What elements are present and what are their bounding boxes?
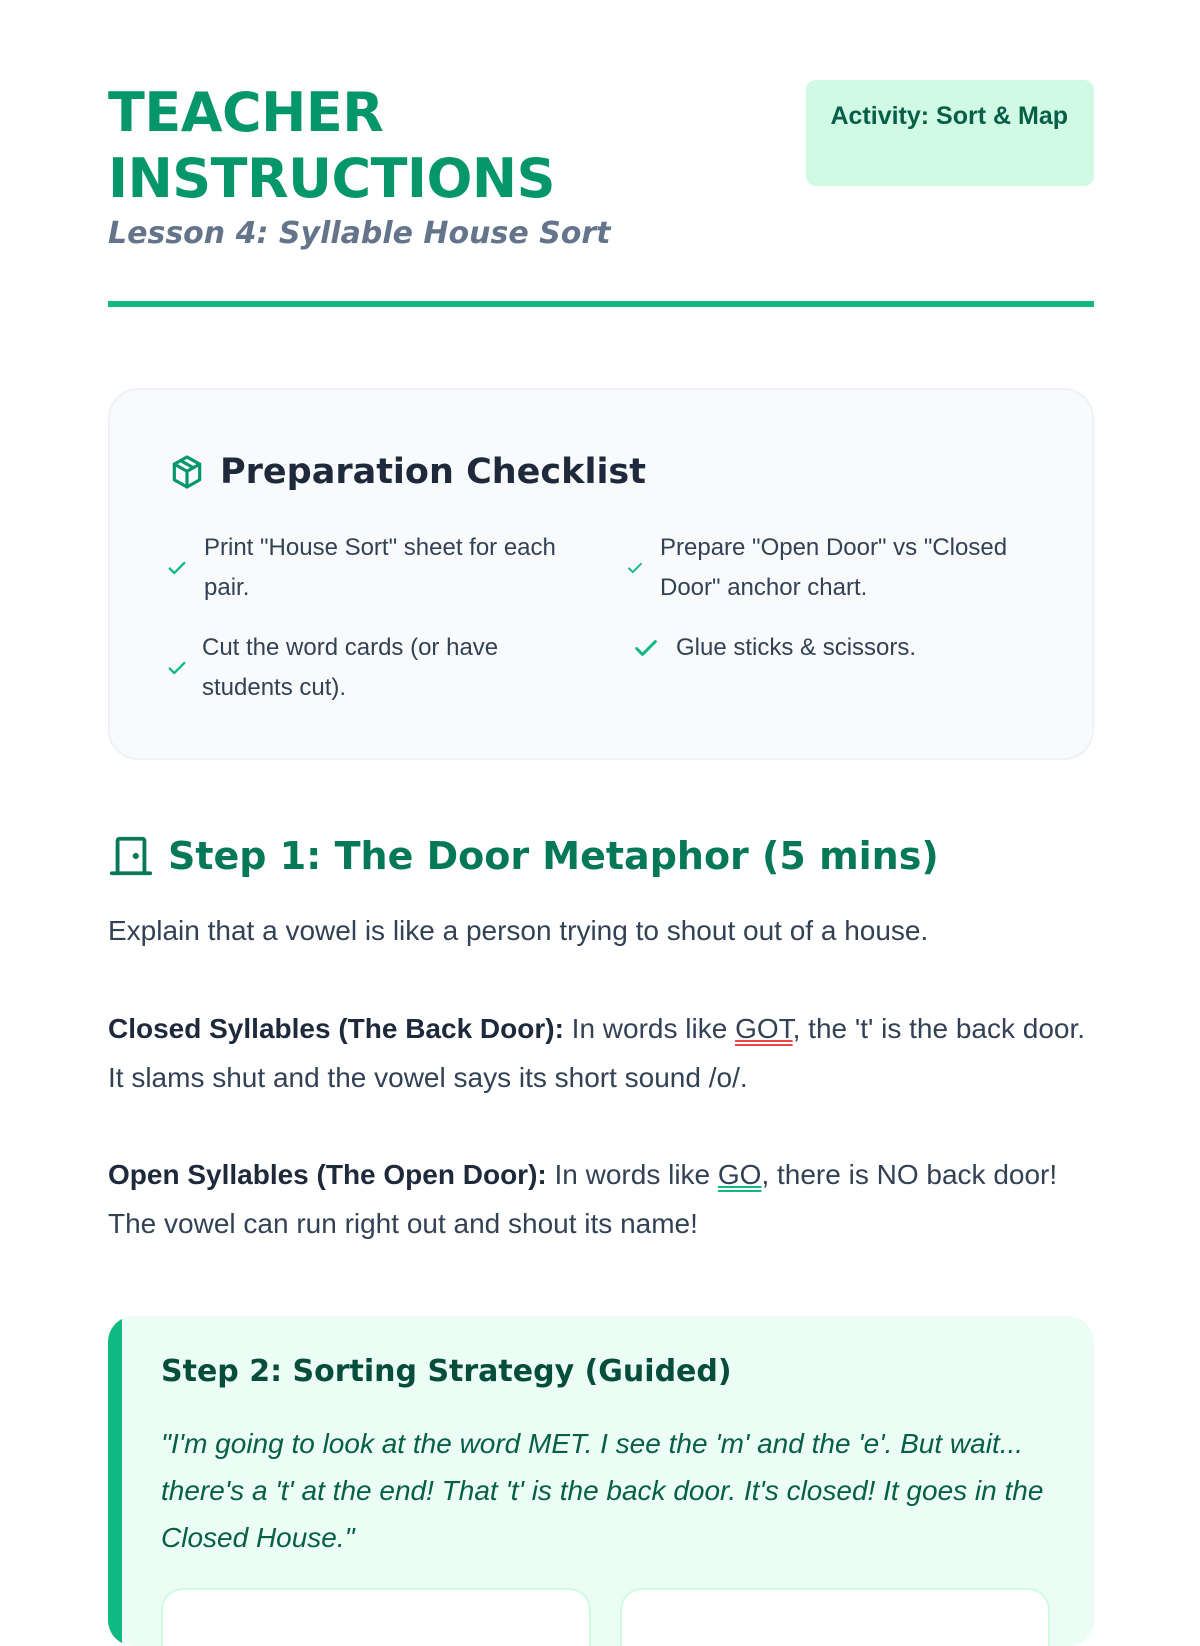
checklist-title: Preparation Checklist (220, 452, 646, 492)
open-syllable-text: , there is NO back door! The vowel can run right out and shout its name! (108, 1159, 1058, 1239)
box-icon (168, 453, 206, 491)
example-card (161, 1588, 591, 1646)
open-syllable-paragraph (108, 1150, 1094, 1248)
lesson-subtitle: Lesson 4: Syllable House Sort (108, 216, 611, 251)
header-divider (108, 301, 1094, 307)
preparation-checklist-card (108, 388, 1094, 760)
checklist-item (632, 628, 1052, 668)
checklist-item-text: Glue sticks & scissors. (676, 634, 917, 661)
check-icon (166, 657, 188, 679)
checklist-item-text: Print "House Sort" sheet for each pair. (204, 534, 556, 601)
checklist-item-text: Cut the word cards (or have students cut). (202, 634, 499, 701)
instruction-page (108, 0, 1094, 1600)
page-title: TEACHER INSTRUCTIONS (108, 81, 555, 210)
checklist-item (626, 528, 1046, 608)
door-icon (108, 833, 154, 879)
check-icon (166, 557, 188, 579)
closed-example-word: GOT (735, 1013, 793, 1044)
step1-title: Step 1: The Door Metaphor (5 mins) (168, 834, 939, 878)
closed-syllable-paragraph (108, 1004, 1094, 1102)
closed-syllable-text: In words like (563, 1013, 736, 1044)
closed-syllable-label: Closed Syllables (The Back Door): (108, 1013, 564, 1044)
step2-card (108, 1316, 1094, 1646)
closed-syllable-text: , the 't' is the back door. It slams shut and the vowel says its short sound /o/. (108, 1013, 1086, 1093)
step2-quote: "I'm going to look at the word MET. I see the 'm' and the 'e'. But wait... there's a 't' at the end! That 't' is the back door. It's closed! It goes in the Closed House." (161, 1428, 1044, 1553)
step1-header (108, 828, 939, 884)
check-icon (632, 634, 660, 662)
checklist-header (168, 448, 646, 496)
activity-badge: Activity: Sort & Map (806, 80, 1094, 186)
page-header (108, 80, 1094, 310)
checklist-item (166, 528, 576, 608)
open-syllable-text: In words like (546, 1159, 718, 1190)
check-icon (626, 559, 644, 577)
step2-accent-bar (108, 1316, 122, 1646)
checklist-item-text: Prepare "Open Door" vs "Closed Door" anchor chart. (660, 534, 1008, 601)
open-syllable-label: Open Syllables (The Open Door): (108, 1159, 547, 1190)
open-example-word: GO (717, 1159, 762, 1190)
step1-intro: Explain that a vowel is like a person trying to shout out of a house. (108, 915, 929, 946)
checklist-item (166, 628, 576, 708)
step2-title: Step 2: Sorting Strategy (Guided) (161, 1354, 732, 1389)
example-card (620, 1588, 1050, 1646)
